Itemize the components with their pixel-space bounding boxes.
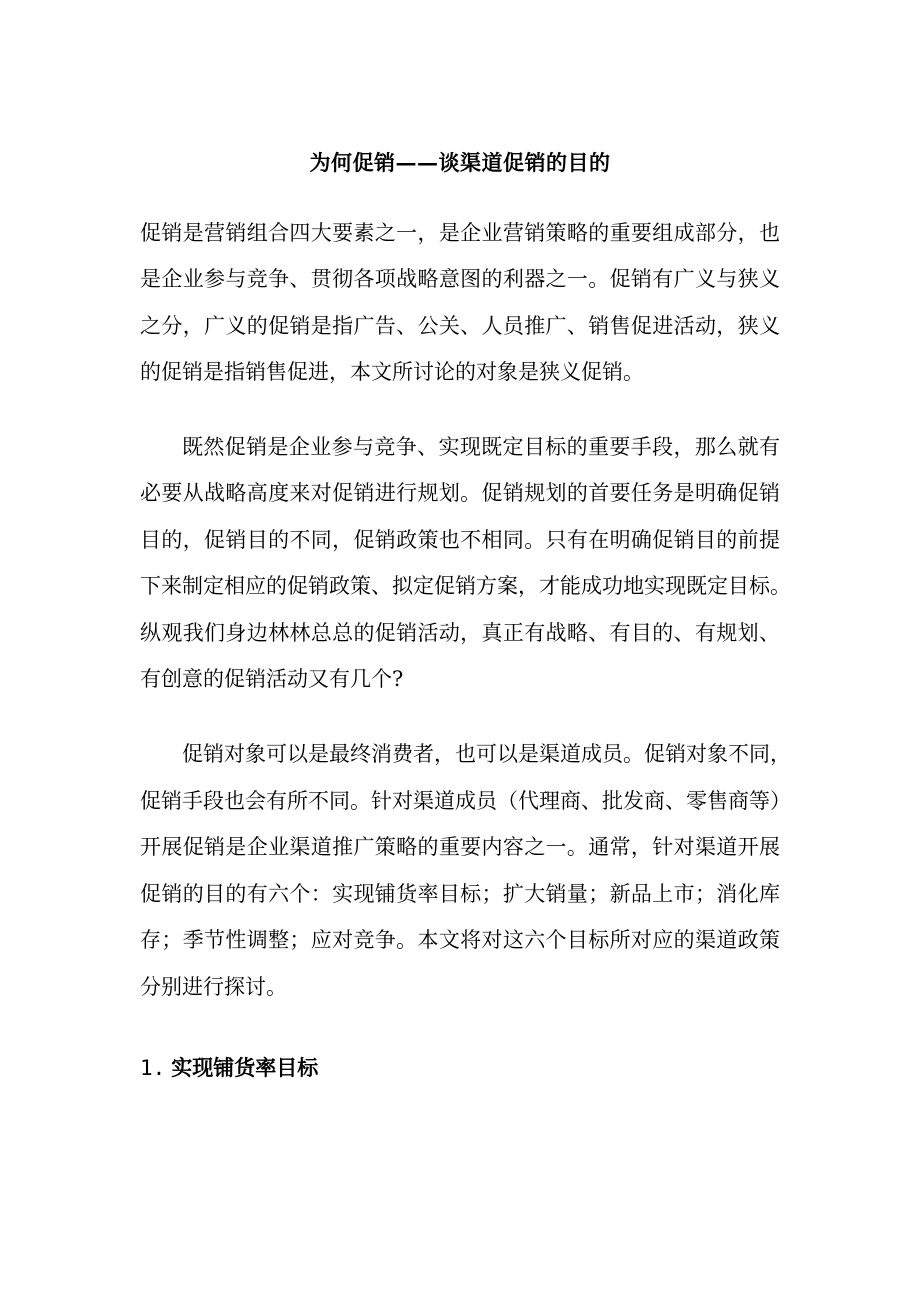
paragraph-line: 存；季节性调整；应对竞争。本文将对这六个目标所对应的渠道政策 <box>140 928 780 952</box>
paragraph-line: 目的，促销目的不同，促销政策也不相同。只有在明确促销目的前提 <box>140 528 780 552</box>
paragraph-line: 的促销是指销售促进，本文所讨论的对象是狭义促销。 <box>140 360 644 384</box>
section-heading-text: 实现铺货率目标 <box>171 1055 319 1080</box>
paragraph-line: 纵观我们身边林林总总的促销活动，真正有战略、有目的、有规划、 <box>140 621 780 645</box>
paragraph-line: 之分，广义的促销是指广告、公关、人员推广、销售促进活动，狭义 <box>140 314 780 338</box>
paragraph-line: 既然促销是企业参与竞争、实现既定目标的重要手段，那么就有 <box>182 435 780 459</box>
paragraph-line: 促销对象可以是最终消费者，也可以是渠道成员。促销对象不同， <box>182 742 791 766</box>
paragraph-line: 促销是营销组合四大要素之一，是企业营销策略的重要组成部分，也 <box>140 221 780 245</box>
paragraph-line: 开展促销是企业渠道推广策略的重要内容之一。通常，针对渠道开展 <box>140 835 780 859</box>
section-number: 1. <box>140 1056 166 1080</box>
section-heading <box>140 1053 318 1083</box>
paragraph-line: 下来制定相应的促销政策、拟定促销方案，才能成功地实现既定目标。 <box>140 574 791 598</box>
document-title: 为何促销——谈渠道促销的目的 <box>309 150 611 175</box>
paragraph-line: 有创意的促销活动又有几个? <box>140 667 404 691</box>
paragraph-line: 是企业参与竞争、贯彻各项战略意图的利器之一。促销有广义与狭义 <box>140 267 780 291</box>
paragraph-line: 促销手段也会有所不同。针对渠道成员（代理商、批发商、零售商等） <box>140 789 791 813</box>
paragraph-line: 分别进行探讨。 <box>140 975 287 999</box>
paragraph-line: 必要从战略高度来对促销进行规划。促销规划的首要任务是明确促销 <box>140 481 780 505</box>
paragraph-line: 促销的目的有六个：实现铺货率目标；扩大销量；新品上市；消化库 <box>140 882 780 906</box>
